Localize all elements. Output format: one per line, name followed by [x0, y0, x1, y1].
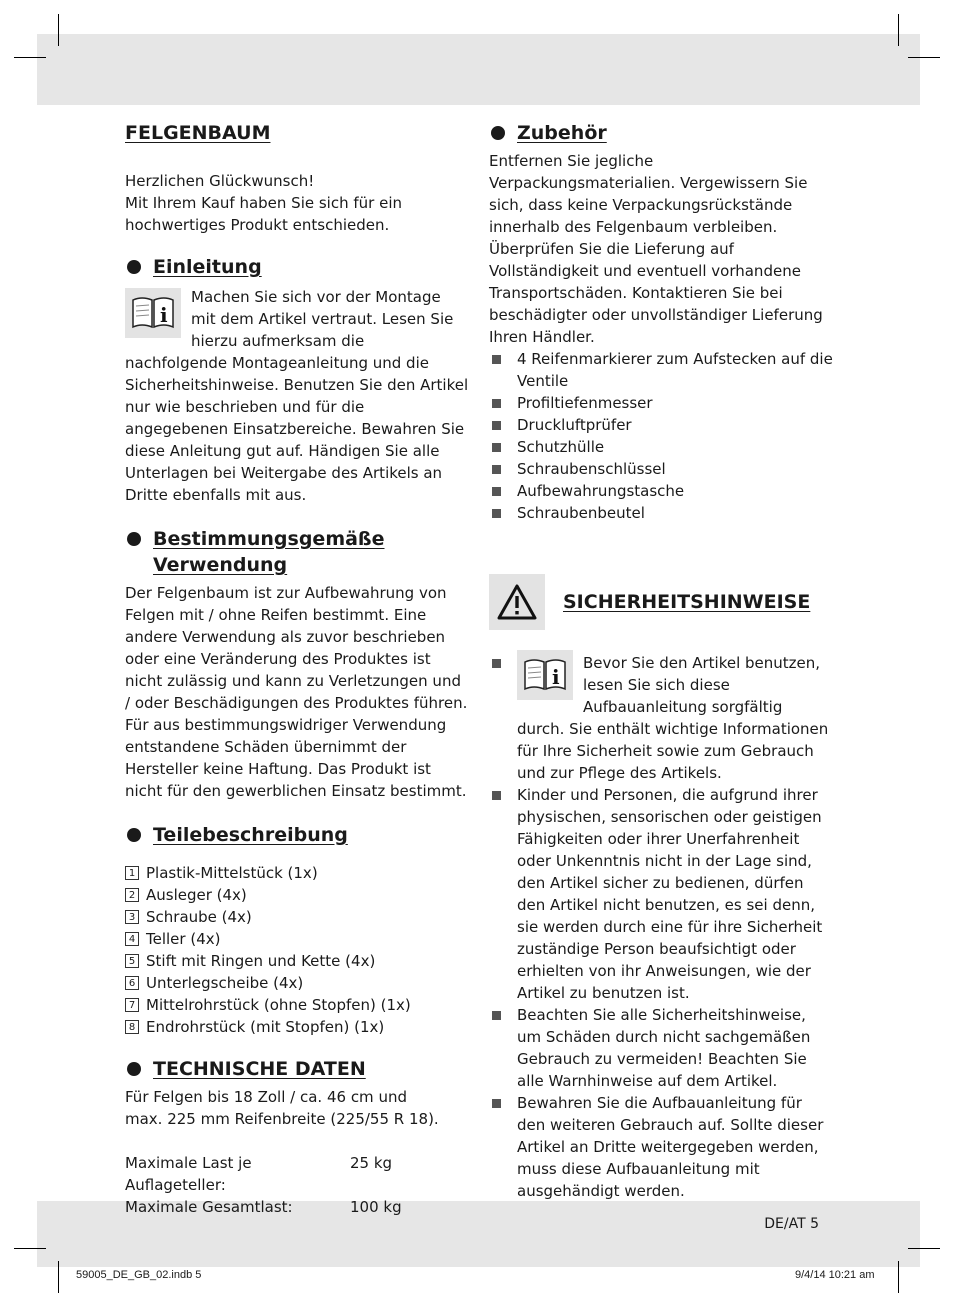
spec-row: Maximale Last je Auflageteller: 25 kg: [125, 1154, 393, 1194]
list-item: Druckluftprüfer: [489, 414, 834, 436]
heading-zubehoer: Zubehör: [489, 120, 834, 146]
list-item: Schraubenbeutel: [489, 502, 834, 524]
list-item: 3 Schraube (4x): [125, 906, 470, 928]
list-item: 4 Teller (4x): [125, 928, 470, 950]
intro-line: Mit Ihrem Kauf haben Sie sich für ein: [125, 194, 402, 212]
list-item: Schutzhülle: [489, 436, 834, 458]
crop-mark: [898, 14, 899, 46]
heading-teile: Teilebeschreibung: [125, 822, 470, 848]
zubehoer-text: Entfernen Sie jegliche Verpackungsmaterialien. Vergewissern Sie sich, dass keine Verpackungsrückstände innerhalb des Felgenbaum verbleiben. Überprüfen Sie die Lieferung auf Vollständigkeit und eventuell vorhandene Transportschäden. Kontaktieren Sie bei beschädigter oder unvollständiger Lieferung Ihren Händler.: [489, 152, 823, 346]
svg-text:i: i: [160, 303, 168, 327]
list-item: 1 Plastik-Mittelstück (1x): [125, 862, 470, 884]
crop-mark: [908, 57, 940, 58]
crop-mark: [14, 1248, 46, 1249]
left-column: [125, 120, 470, 1218]
intro-line: hochwertiges Produkt entschieden.: [125, 216, 390, 234]
parts-list: [125, 862, 470, 1038]
header-band: [37, 34, 920, 105]
list-item: 6 Unterlegscheibe (4x): [125, 972, 470, 994]
right-column: [489, 120, 834, 1202]
crop-mark: [898, 1261, 899, 1293]
list-item: Beachten Sie alle Sicherheitshinweise, um Schäden durch nicht sachgemäßen Gebrauch zu vermeiden! Beachten Sie alle Warnhinweise auf dem Artikel.: [489, 1004, 834, 1092]
crop-mark: [58, 14, 59, 46]
date-slug: 9/4/14 10:21 am: [795, 1269, 875, 1281]
technik-line: Für Felgen bis 18 Zoll / ca. 46 cm und: [125, 1088, 407, 1106]
accessory-list: [489, 348, 834, 524]
list-item: Aufbewahrungstasche: [489, 480, 834, 502]
list-item: 4 Reifenmarkierer zum Aufstecken auf die Ventile: [489, 348, 834, 392]
doc-title: FELGENBAUM: [125, 122, 271, 144]
crop-mark: [14, 57, 46, 58]
list-item: Profiltiefenmesser: [489, 392, 834, 414]
list-item: i Bevor Sie den Artikel benutzen, lesen Sie sich diese Aufbauanleitung sorgfältig durch. Sie enthält wichtige Informationen für Ihre Sicherheit sowie zum Gebrauch und zur Pflege des Artikels.: [489, 652, 834, 784]
info-book-icon: [517, 650, 573, 700]
verwendung-text: Der Felgenbaum ist zur Aufbewahrung von Felgen mit / ohne Reifen bestimmt. Eine andere Verwendung als zuvor beschrieben oder eine Veränderung des Produktes ist nicht zulässig und kann zu Verletzungen und / oder Beschädigungen des Produktes führen. Für aus bestimmungswidriger Verwendung entstandene Schäden übernimmt der Hersteller keine Haftung. Das Produkt ist nicht für den gewerblichen Einsatz bestimmt.: [125, 584, 468, 800]
safety-header: [489, 574, 834, 630]
heading-technik: TECHNISCHE DATEN: [125, 1056, 470, 1082]
spec-row: Maximale Gesamtlast: 100 kg: [125, 1198, 402, 1216]
heading-einleitung: Einleitung: [125, 254, 470, 280]
warning-triangle-icon: [489, 574, 545, 630]
list-item: Bewahren Sie die Aufbauanleitung für den weiteren Gebrauch auf. Sollte dieser Artikel an Dritte weitergegeben werden, muss diese Aufbauanleitung mit ausgehändigt werden.: [489, 1092, 834, 1202]
crop-mark: [908, 1248, 940, 1249]
technik-line: max. 225 mm Reifenbreite (225/55 R 18).: [125, 1110, 439, 1128]
list-item: Kinder und Personen, die aufgrund ihrer physischen, sensorischen oder geistigen Fähigkeiten oder ihrer Unerfahrenheit oder Unkenntnis nicht in der Lage sind, den Artikel sicher zu bedienen, dürfen den Artikel nicht benutzen, es sei denn, sie werden durch eine für ihre Sicherheit zuständige Person beaufsichtigt oder erhielten von ihr Anweisungen, wie der Artikel zu benutzen ist.: [489, 784, 834, 1004]
heading-verwendung: Bestimmungsgemäße Verwendung: [125, 526, 470, 578]
list-item: 2 Ausleger (4x): [125, 884, 470, 906]
info-book-icon: [125, 288, 181, 338]
intro-line: Herzlichen Glückwunsch!: [125, 172, 315, 190]
heading-sicherheit: SICHERHEITSHINWEISE: [563, 591, 811, 613]
crop-mark: [58, 1261, 59, 1293]
page-number: DE/AT 5: [764, 1216, 819, 1232]
list-item: 8 Endrohrstück (mit Stopfen) (1x): [125, 1016, 470, 1038]
svg-text:i: i: [552, 665, 560, 689]
safety-list: [489, 652, 834, 1202]
list-item: 5 Stift mit Ringen und Kette (4x): [125, 950, 470, 972]
einleitung-text: Machen Sie sich vor der Montage mit dem Artikel vertraut. Lesen Sie hierzu aufmerksam die nachfolgende Montageanleitung und die Sicherheitshinweise. Benutzen Sie den Artikel nur wie beschrieben und für die angegebenen Einsatzbereiche. Bewahren Sie diese Anleitung gut auf. Händigen Sie alle Unterlagen bei Weitergabe des Artikels an Dritte ebenfalls mit aus.: [125, 288, 469, 504]
file-slug: 59005_DE_GB_02.indb 5: [76, 1269, 202, 1281]
list-item: 7 Mittelrohrstück (ohne Stopfen) (1x): [125, 994, 470, 1016]
list-item: Schraubenschlüssel: [489, 458, 834, 480]
